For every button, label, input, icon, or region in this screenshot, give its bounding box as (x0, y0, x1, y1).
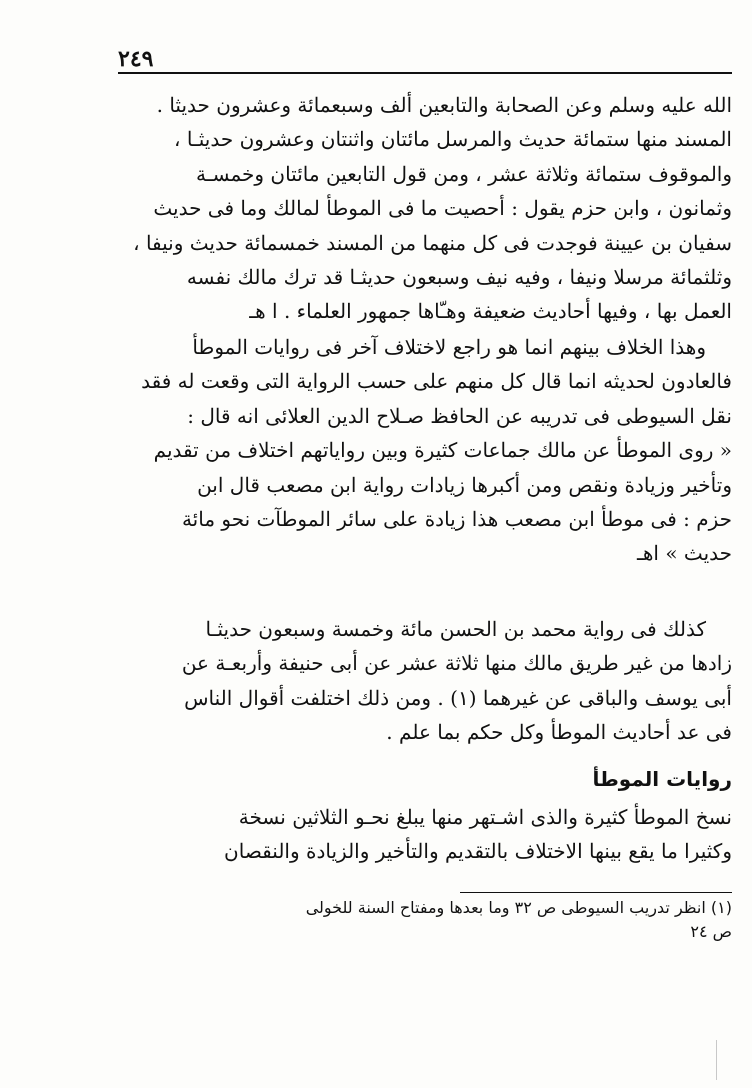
text-line: كذلك فى رواية محمد بن الحسن مائة وخمسة وسبعون حديثـا (205, 617, 706, 641)
paragraph-3 (118, 612, 732, 750)
text-line: العمل بها ، وفيها أحاديث ضعيفة وهـّاها جمهور العلماء . ا هـ (249, 299, 732, 324)
text-line: « روى الموطأ عن مالك جماعات كثيرة وبين رواياتهم اختلاف من تقديم (153, 438, 732, 463)
text-line: وهذا الخلاف بينهم انما هو راجع لاختلاف آخر فى روايات الموطأ (192, 335, 706, 359)
text-line: وثمانون ، وابن حزم يقول : أحصيت ما فى الموطأ لمالك وما فى حديث (153, 196, 732, 221)
page-header (118, 46, 732, 76)
text-line: نسخ الموطأ كثيرة والذى اشـتهر منها يبلغ نحـو الثلاثين نسخة (238, 805, 732, 829)
text-line: وتأخير وزيادة ونقص ومن أكبرها زيادات رواية ابن مصعب قال ابن (197, 472, 732, 497)
text-line: وثلثمائة مرسلا ونيفا ، وفيه نيف وسبعون حديثـا قد ترك مالك نفسه (186, 265, 732, 290)
paragraph-1 (118, 88, 732, 329)
text-line: زادها من غير طريق مالك منها ثلاثة عشر عن أبى حنيفة وأربعـة عن (181, 651, 732, 676)
paragraph-4 (118, 800, 732, 869)
text-line: نقل السيوطى فى تدريبه عن الحافظ صـلاح الدين العلائى انه قال : (187, 403, 732, 428)
text-line: وكثيرا ما يقع بينها الاختلاف بالتقديم والتأخير والزيادة والنقصان (224, 839, 732, 864)
scan-artifact-line (716, 1040, 717, 1080)
text-line: الله عليه وسلم وعن الصحابة والتابعين ألف وسبعمائة وعشرون حديثا . (156, 93, 732, 117)
text-line: فى عد أحاديث الموطأ وكل حكم بما علم . (386, 720, 732, 745)
section-title: روايات الموطأ (592, 767, 732, 791)
text-line: أبى يوسف والباقى عن غيرهما (١) . ومن ذلك اختلفت أقوال الناس (184, 685, 732, 710)
footnote-rule (460, 892, 732, 893)
text-line: والموقوف ستمائة وثلاثة عشر ، ومن قول التابعين مائتان وخمسـة (196, 161, 732, 186)
text-line: حزم : فى موطأ ابن مصعب هذا زيادة على سائر الموطآت نحو مائة (181, 507, 732, 532)
footnote-line: (١) انظر تدريب السيوطى ص ٣٢ وما بعدها ومفتاح السنة للخولى (305, 898, 732, 917)
footnote-line: ص ٢٤ (690, 922, 732, 941)
text-line: سفيان بن عيينة فوجدت فى كل منهما من المسند خمسمائة حديث ونيفا ، (133, 230, 732, 255)
footnote (118, 896, 732, 944)
page-number: ٢٤٩ (118, 46, 154, 72)
text-line: حديث » اهـ (637, 541, 732, 566)
header-rule (118, 72, 732, 74)
section-heading (118, 762, 732, 796)
text-line: فالعادون لحديثه انما قال كل منهم على حسب الرواية التى وقعت له فقد (141, 369, 732, 394)
text-line: المسند منها ستمائة حديث والمرسل مائتان واثنتان وعشرون حديثـا ، (174, 127, 732, 152)
paragraph-2 (118, 330, 732, 571)
